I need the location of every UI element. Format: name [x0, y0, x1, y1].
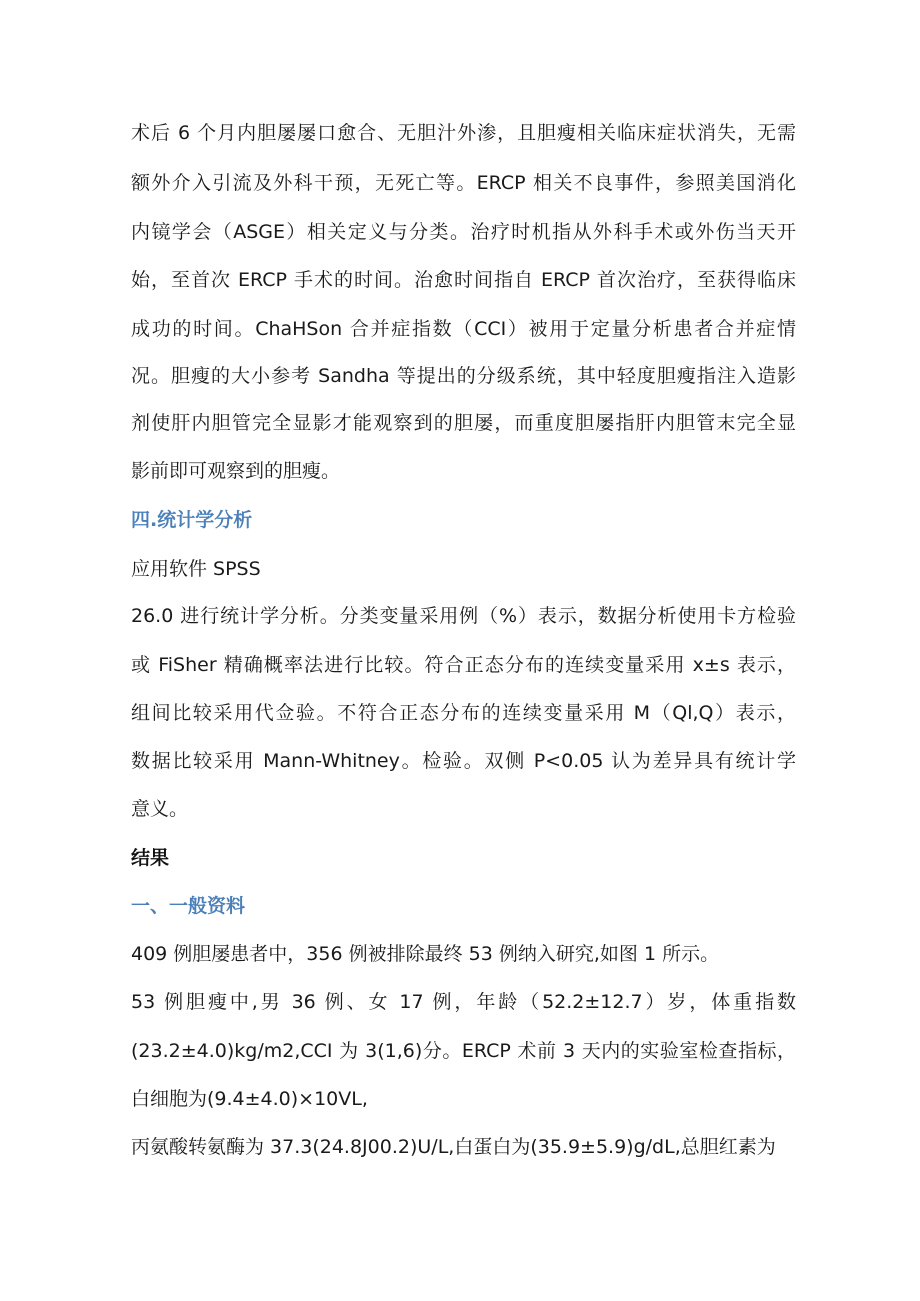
paragraph-line: 影前即可观察到的胆瘦。 [131, 460, 341, 482]
subsection-heading-general-data: 一、一般资料 [131, 895, 246, 917]
paragraph-line: 白细胞为(9.4±4.0)×10VL, [131, 1088, 368, 1110]
paragraph-line: 术后 6 个月内胆屡屡口愈合、无胆汁外渗，且胆瘦相关临床症状消失，无需 [131, 122, 796, 144]
paragraph-line: 剂使肝内胆管完全显影才能观察到的胆屡，而重度胆屡指肝内胆管末完全显 [131, 412, 796, 434]
paragraph-line: 意义。 [131, 798, 189, 820]
paragraph-line: 况。胆瘦的大小参考 Sandha 等提出的分级系统，其中轻度胆瘦指注入造影 [131, 365, 796, 387]
paragraph-line: 始，至首次 ERCP 手术的时间。治愈时间指自 ERCP 首次治疗，至获得临床 [131, 269, 796, 291]
paragraph-line: 26.0 进行统计学分析。分类变量采用例（%）表示，数据分析使用卡方检验 [131, 605, 796, 627]
section-heading-statistics: 四.统计学分析 [131, 509, 253, 531]
paragraph-line: 组间比较采用代佥验。不符合正态分布的连续变量采用 M（Ql,Q）表示， [131, 702, 796, 724]
paragraph-line: 额外介入引流及外科干预，无死亡等。ERCP 相关不良事件，参照美国消化 [131, 172, 796, 194]
paragraph-line: 数据比较采用 Mann-Whitney。检验。双侧 P<0.05 认为差异具有统计学 [131, 750, 796, 772]
paragraph-line: 应用软件 SPSS [131, 558, 261, 580]
paragraph-line: 成功的时间。ChaHSon 合并症指数（CCI）被用于定量分析患者合并症情 [131, 318, 796, 340]
section-heading-results: 结果 [131, 847, 170, 869]
paragraph-line: 丙氨酸转氨酶为 37.3(24.8J00.2)U∕L,白蛋白为(35.9±5.9)g∕dL,总胆红素为 [131, 1136, 776, 1158]
paragraph-line: 或 FiSher 精确概率法进行比较。符合正态分布的连续变量采用 x±s 表示， [131, 654, 796, 676]
paragraph-line: 409 例胆屡患者中，356 例被排除最终 53 例纳入研究,如图 1 所示。 [131, 943, 720, 965]
paragraph-line: 53 例胆瘦中,男 36 例、女 17 例，年龄（52.2±12.7）岁，体重指数 [131, 991, 796, 1013]
paragraph-line: 内镜学会（ASGE）相关定义与分类。治疗时机指从外科手术或外伤当天开 [131, 221, 796, 243]
paragraph-line: (23.2±4.0)kg∕m2,CCI 为 3(1,6)分。ERCP 术前 3 天内的实验室检查指标， [131, 1040, 796, 1062]
